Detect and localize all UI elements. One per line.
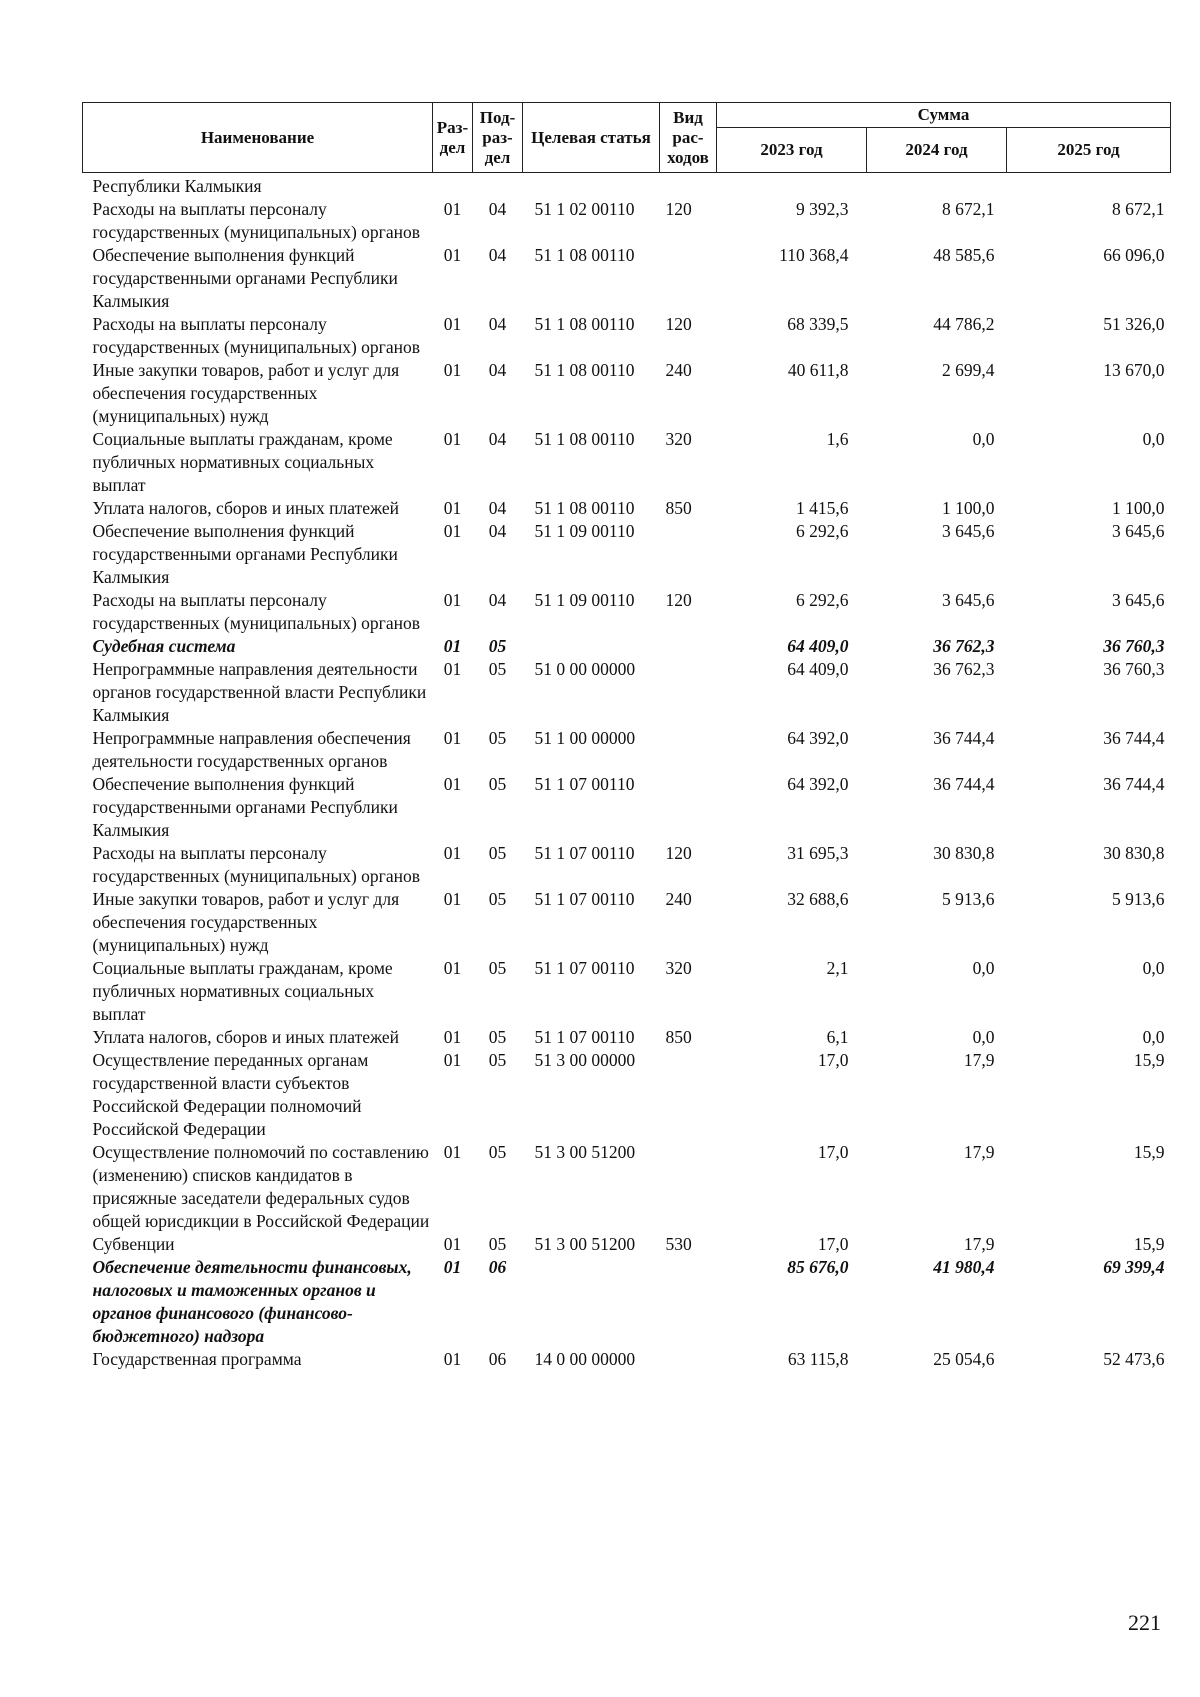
row-sum-2025: 52 473,6 <box>1103 1349 1165 1369</box>
row-expense-type: 320 <box>665 429 692 449</box>
row-sum-2024: 36 762,3 <box>933 636 995 656</box>
row-sum-2025: 51 326,0 <box>1103 314 1165 334</box>
row-sum-2023: 110 368,4 <box>779 245 849 265</box>
row-target-code: 51 1 08 00110 <box>534 360 635 380</box>
row-name: Осуществление переданных органам государственной власти субъектов Российской Федерации полномочий Российской Федерации <box>92 1050 369 1139</box>
row-subsection: 05 <box>488 636 507 656</box>
row-target-code: 51 1 08 00110 <box>534 314 635 334</box>
row-subsection: 04 <box>488 199 507 219</box>
row-target-code: 51 3 00 00000 <box>534 1050 636 1070</box>
row-section: 01 <box>443 889 462 909</box>
row-section: 01 <box>443 1050 462 1070</box>
row-subsection <box>473 173 523 199</box>
row-name: Обеспечение выполнения функций государственными органами Республики Калмыкия <box>92 774 398 840</box>
row-subsection: 04 <box>488 521 507 541</box>
row-section: 01 <box>443 360 462 380</box>
row-sum-2025: 36 760,3 <box>1103 659 1165 679</box>
row-sum-2025: 69 399,4 <box>1103 1257 1165 1277</box>
row-section: 01 <box>443 429 462 449</box>
row-expense-type: 120 <box>665 590 692 610</box>
row-sum-2025: 36 760,3 <box>1103 636 1165 656</box>
table-row <box>83 589 1171 635</box>
row-section: 01 <box>443 636 462 656</box>
row-section: 01 <box>443 521 462 541</box>
row-name: Социальные выплаты гражданам, кроме публичных нормативных социальных выплат <box>92 958 393 1024</box>
row-sum-2025: 36 744,4 <box>1103 774 1165 794</box>
row-target-code: 51 0 00 00000 <box>534 659 636 679</box>
table-row <box>83 520 1171 589</box>
row-sum-2023: 6,1 <box>826 1027 849 1047</box>
row-target-code: 51 1 09 00110 <box>534 590 635 610</box>
row-subsection: 04 <box>488 360 507 380</box>
row-sum-2024: 3 645,6 <box>942 590 995 610</box>
row-target-code: 51 1 00 00000 <box>534 728 636 748</box>
row-name: Социальные выплаты гражданам, кроме публичных нормативных социальных выплат <box>92 429 393 495</box>
row-subsection: 04 <box>488 590 507 610</box>
row-expense-type <box>660 173 717 199</box>
row-section: 01 <box>443 1027 462 1047</box>
row-sum-2023: 64 392,0 <box>787 728 849 748</box>
row-section: 01 <box>443 245 462 265</box>
row-section: 01 <box>443 199 462 219</box>
row-target-code <box>523 1256 660 1348</box>
table-row <box>83 1233 1171 1256</box>
table-row <box>83 635 1171 658</box>
row-target-code: 51 1 02 00110 <box>534 199 635 219</box>
row-sum-2025: 0,0 <box>1142 1027 1165 1047</box>
row-sum-2025: 15,9 <box>1133 1234 1165 1254</box>
row-sum-2023: 64 409,0 <box>787 636 849 656</box>
row-section: 01 <box>443 498 462 518</box>
table-row <box>83 1256 1171 1348</box>
row-sum-2023: 1 415,6 <box>796 498 849 518</box>
row-sum-2024: 25 054,6 <box>933 1349 995 1369</box>
row-expense-type <box>660 244 717 313</box>
row-sum-2024: 44 786,2 <box>933 314 995 334</box>
budget-table <box>82 102 1171 1371</box>
row-name: Иные закупки товаров, работ и услуг для обеспечения государственных (муниципальных) нужд <box>92 889 400 955</box>
row-sum-2023: 17,0 <box>817 1142 849 1162</box>
row-expense-type <box>660 1049 717 1141</box>
row-target-code: 51 1 08 00110 <box>534 245 635 265</box>
row-expense-type <box>660 635 717 658</box>
row-sum-2025: 0,0 <box>1142 958 1165 978</box>
row-sum-2025: 8 672,1 <box>1112 199 1165 219</box>
row-name: Непрограммные направления обеспечения деятельности государственных органов <box>92 728 411 771</box>
table-row <box>83 428 1171 497</box>
header-year-2024: 2024 год <box>867 128 1007 173</box>
row-subsection: 05 <box>488 774 507 794</box>
table-row <box>83 1049 1171 1141</box>
row-sum-2023: 17,0 <box>817 1050 849 1070</box>
row-sum-2024: 36 744,4 <box>933 728 995 748</box>
row-sum-2024: 48 585,6 <box>933 245 995 265</box>
row-sum-2024: 0,0 <box>972 958 995 978</box>
row-subsection: 05 <box>488 843 507 863</box>
row-target-code: 51 1 08 00110 <box>534 498 635 518</box>
row-name: Уплата налогов, сборов и иных платежей <box>92 1027 399 1047</box>
row-subsection: 06 <box>488 1257 507 1277</box>
row-target-code: 51 1 08 00110 <box>534 429 635 449</box>
row-sum-2024: 17,9 <box>963 1142 995 1162</box>
row-expense-type: 120 <box>665 843 692 863</box>
header-sum: Сумма <box>717 103 1171 128</box>
row-section: 01 <box>443 1234 462 1254</box>
row-subsection: 05 <box>488 728 507 748</box>
row-subsection: 04 <box>488 429 507 449</box>
table-row <box>83 313 1171 359</box>
row-name: Субвенции <box>92 1234 175 1254</box>
row-sum-2023: 32 688,6 <box>787 889 849 909</box>
row-expense-type <box>660 773 717 842</box>
row-sum-2025: 3 645,6 <box>1112 590 1165 610</box>
row-expense-type: 240 <box>665 889 692 909</box>
row-subsection: 04 <box>488 245 507 265</box>
row-sum-2025: 0,0 <box>1142 429 1165 449</box>
page-number: 221 <box>1128 1610 1161 1635</box>
row-sum-2024: 5 913,6 <box>942 889 995 909</box>
row-name: Расходы на выплаты персоналу государственных (муниципальных) органов <box>92 843 421 886</box>
row-subsection: 05 <box>488 1027 507 1047</box>
row-name: Обеспечение выполнения функций государственными органами Республики Калмыкия <box>92 245 398 311</box>
row-subsection: 05 <box>488 889 507 909</box>
row-section: 01 <box>443 728 462 748</box>
header-section: Раз-дел <box>433 103 473 173</box>
row-section: 01 <box>443 659 462 679</box>
row-sum-2023: 9 392,3 <box>796 199 849 219</box>
row-sum-2024: 2 699,4 <box>942 360 995 380</box>
row-sum-2024: 8 672,1 <box>942 199 995 219</box>
row-name: Республики Калмыкия <box>92 176 262 196</box>
header-subsection: Под-раз-дел <box>473 103 523 173</box>
table-row <box>83 198 1171 244</box>
row-subsection: 05 <box>488 1234 507 1254</box>
row-name: Осуществление полномочий по составлению (изменению) списков кандидатов в присяжные заседатели федеральных судов общей юрисдикции в Российской Федерации <box>92 1142 430 1231</box>
row-name: Расходы на выплаты персоналу государственных (муниципальных) органов <box>92 199 421 242</box>
table-row <box>83 842 1171 888</box>
row-name: Иные закупки товаров, работ и услуг для обеспечения государственных (муниципальных) нужд <box>92 360 400 426</box>
row-subsection: 05 <box>488 1142 507 1162</box>
header-expense-type: Вид рас-ходов <box>660 103 717 173</box>
row-sum-2025: 3 645,6 <box>1112 521 1165 541</box>
row-sum-2025: 30 830,8 <box>1103 843 1165 863</box>
row-sum-2024: 36 762,3 <box>933 659 995 679</box>
table-row <box>83 957 1171 1026</box>
row-target-code: 51 3 00 51200 <box>534 1234 636 1254</box>
row-sum-2024: 1 100,0 <box>942 498 995 518</box>
row-name: Обеспечение деятельности финансовых, налоговых и таможенных органов и органов финансового (финансово-бюджетного) надзора <box>92 1257 412 1346</box>
row-sum-2024: 30 830,8 <box>933 843 995 863</box>
row-expense-type: 850 <box>665 1027 692 1047</box>
row-sum-2023: 2,1 <box>826 958 849 978</box>
table-row <box>83 727 1171 773</box>
row-name: Непрограммные направления деятельности органов государственной власти Республики Калмыкия <box>92 659 427 725</box>
row-sum-2023: 40 611,8 <box>787 360 849 380</box>
row-target-code <box>523 173 660 199</box>
row-subsection: 04 <box>488 314 507 334</box>
table-row <box>83 1348 1171 1371</box>
row-section: 01 <box>443 958 462 978</box>
row-expense-type <box>660 658 717 727</box>
table-row <box>83 173 1171 199</box>
row-expense-type: 240 <box>665 360 692 380</box>
row-subsection: 06 <box>488 1349 507 1369</box>
row-expense-type <box>660 1348 717 1371</box>
row-sum-2024: 36 744,4 <box>933 774 995 794</box>
row-sum-2023: 31 695,3 <box>787 843 849 863</box>
row-target-code: 51 1 07 00110 <box>534 958 635 978</box>
row-sum-2025: 5 913,6 <box>1112 889 1165 909</box>
header-name: Наименование <box>83 103 433 173</box>
row-subsection: 05 <box>488 659 507 679</box>
row-name: Обеспечение выполнения функций государственными органами Республики Калмыкия <box>92 521 398 587</box>
row-sum-2023 <box>717 173 867 199</box>
row-sum-2023: 85 676,0 <box>787 1257 849 1277</box>
row-sum-2024: 17,9 <box>963 1234 995 1254</box>
row-target-code: 14 0 00 00000 <box>534 1349 636 1369</box>
row-target-code: 51 1 07 00110 <box>534 1027 635 1047</box>
row-section: 01 <box>443 314 462 334</box>
row-sum-2023: 17,0 <box>817 1234 849 1254</box>
row-sum-2023: 6 292,6 <box>796 521 849 541</box>
row-sum-2025: 66 096,0 <box>1103 245 1165 265</box>
row-sum-2023: 63 115,8 <box>787 1349 849 1369</box>
row-sum-2024: 3 645,6 <box>942 521 995 541</box>
row-sum-2025: 13 670,0 <box>1103 360 1165 380</box>
row-expense-type: 120 <box>665 314 692 334</box>
row-sum-2024: 17,9 <box>963 1050 995 1070</box>
row-section: 01 <box>443 590 462 610</box>
row-section: 01 <box>443 774 462 794</box>
row-expense-type <box>660 727 717 773</box>
row-sum-2024 <box>867 173 1007 199</box>
row-expense-type <box>660 1256 717 1348</box>
row-sum-2025: 36 744,4 <box>1103 728 1165 748</box>
table-row <box>83 244 1171 313</box>
row-expense-type: 120 <box>665 199 692 219</box>
row-section: 01 <box>443 843 462 863</box>
row-sum-2023: 68 339,5 <box>787 314 849 334</box>
row-section: 01 <box>443 1349 462 1369</box>
row-target-code: 51 1 07 00110 <box>534 889 635 909</box>
header-target: Целевая статья <box>523 103 660 173</box>
row-target-code <box>523 635 660 658</box>
row-expense-type <box>660 520 717 589</box>
row-name: Расходы на выплаты персоналу государственных (муниципальных) органов <box>92 314 421 357</box>
header-year-2023: 2023 год <box>717 128 867 173</box>
row-name: Уплата налогов, сборов и иных платежей <box>92 498 399 518</box>
row-sum-2023: 64 392,0 <box>787 774 849 794</box>
table-row <box>83 497 1171 520</box>
row-section: 01 <box>443 1142 462 1162</box>
row-expense-type: 850 <box>665 498 692 518</box>
table-row <box>83 1026 1171 1049</box>
row-subsection: 04 <box>488 498 507 518</box>
row-target-code: 51 3 00 51200 <box>534 1142 636 1162</box>
row-subsection: 05 <box>488 958 507 978</box>
row-name: Государственная программа <box>92 1349 302 1369</box>
row-target-code: 51 1 07 00110 <box>534 843 635 863</box>
table-header <box>83 103 1171 173</box>
row-sum-2024: 0,0 <box>972 1027 995 1047</box>
row-sum-2025: 15,9 <box>1133 1142 1165 1162</box>
table-row <box>83 658 1171 727</box>
row-section <box>433 173 473 199</box>
row-sum-2024: 0,0 <box>972 429 995 449</box>
row-sum-2025 <box>1007 173 1171 199</box>
row-name: Судебная система <box>92 636 236 656</box>
row-name: Расходы на выплаты персоналу государственных (муниципальных) органов <box>92 590 421 633</box>
row-sum-2025: 15,9 <box>1133 1050 1165 1070</box>
table-body <box>83 173 1171 1372</box>
row-sum-2023: 6 292,6 <box>796 590 849 610</box>
table-row <box>83 773 1171 842</box>
table-row <box>83 888 1171 957</box>
row-target-code: 51 1 09 00110 <box>534 521 635 541</box>
row-expense-type: 530 <box>665 1234 692 1254</box>
row-sum-2023: 1,6 <box>826 429 849 449</box>
row-sum-2023: 64 409,0 <box>787 659 849 679</box>
row-expense-type <box>660 1141 717 1233</box>
row-expense-type: 320 <box>665 958 692 978</box>
row-sum-2024: 41 980,4 <box>933 1257 995 1277</box>
table-row <box>83 359 1171 428</box>
row-subsection: 05 <box>488 1050 507 1070</box>
row-target-code: 51 1 07 00110 <box>534 774 635 794</box>
table-row <box>83 1141 1171 1233</box>
row-section: 01 <box>443 1257 462 1277</box>
row-sum-2025: 1 100,0 <box>1112 498 1165 518</box>
header-year-2025: 2025 год <box>1007 128 1171 173</box>
